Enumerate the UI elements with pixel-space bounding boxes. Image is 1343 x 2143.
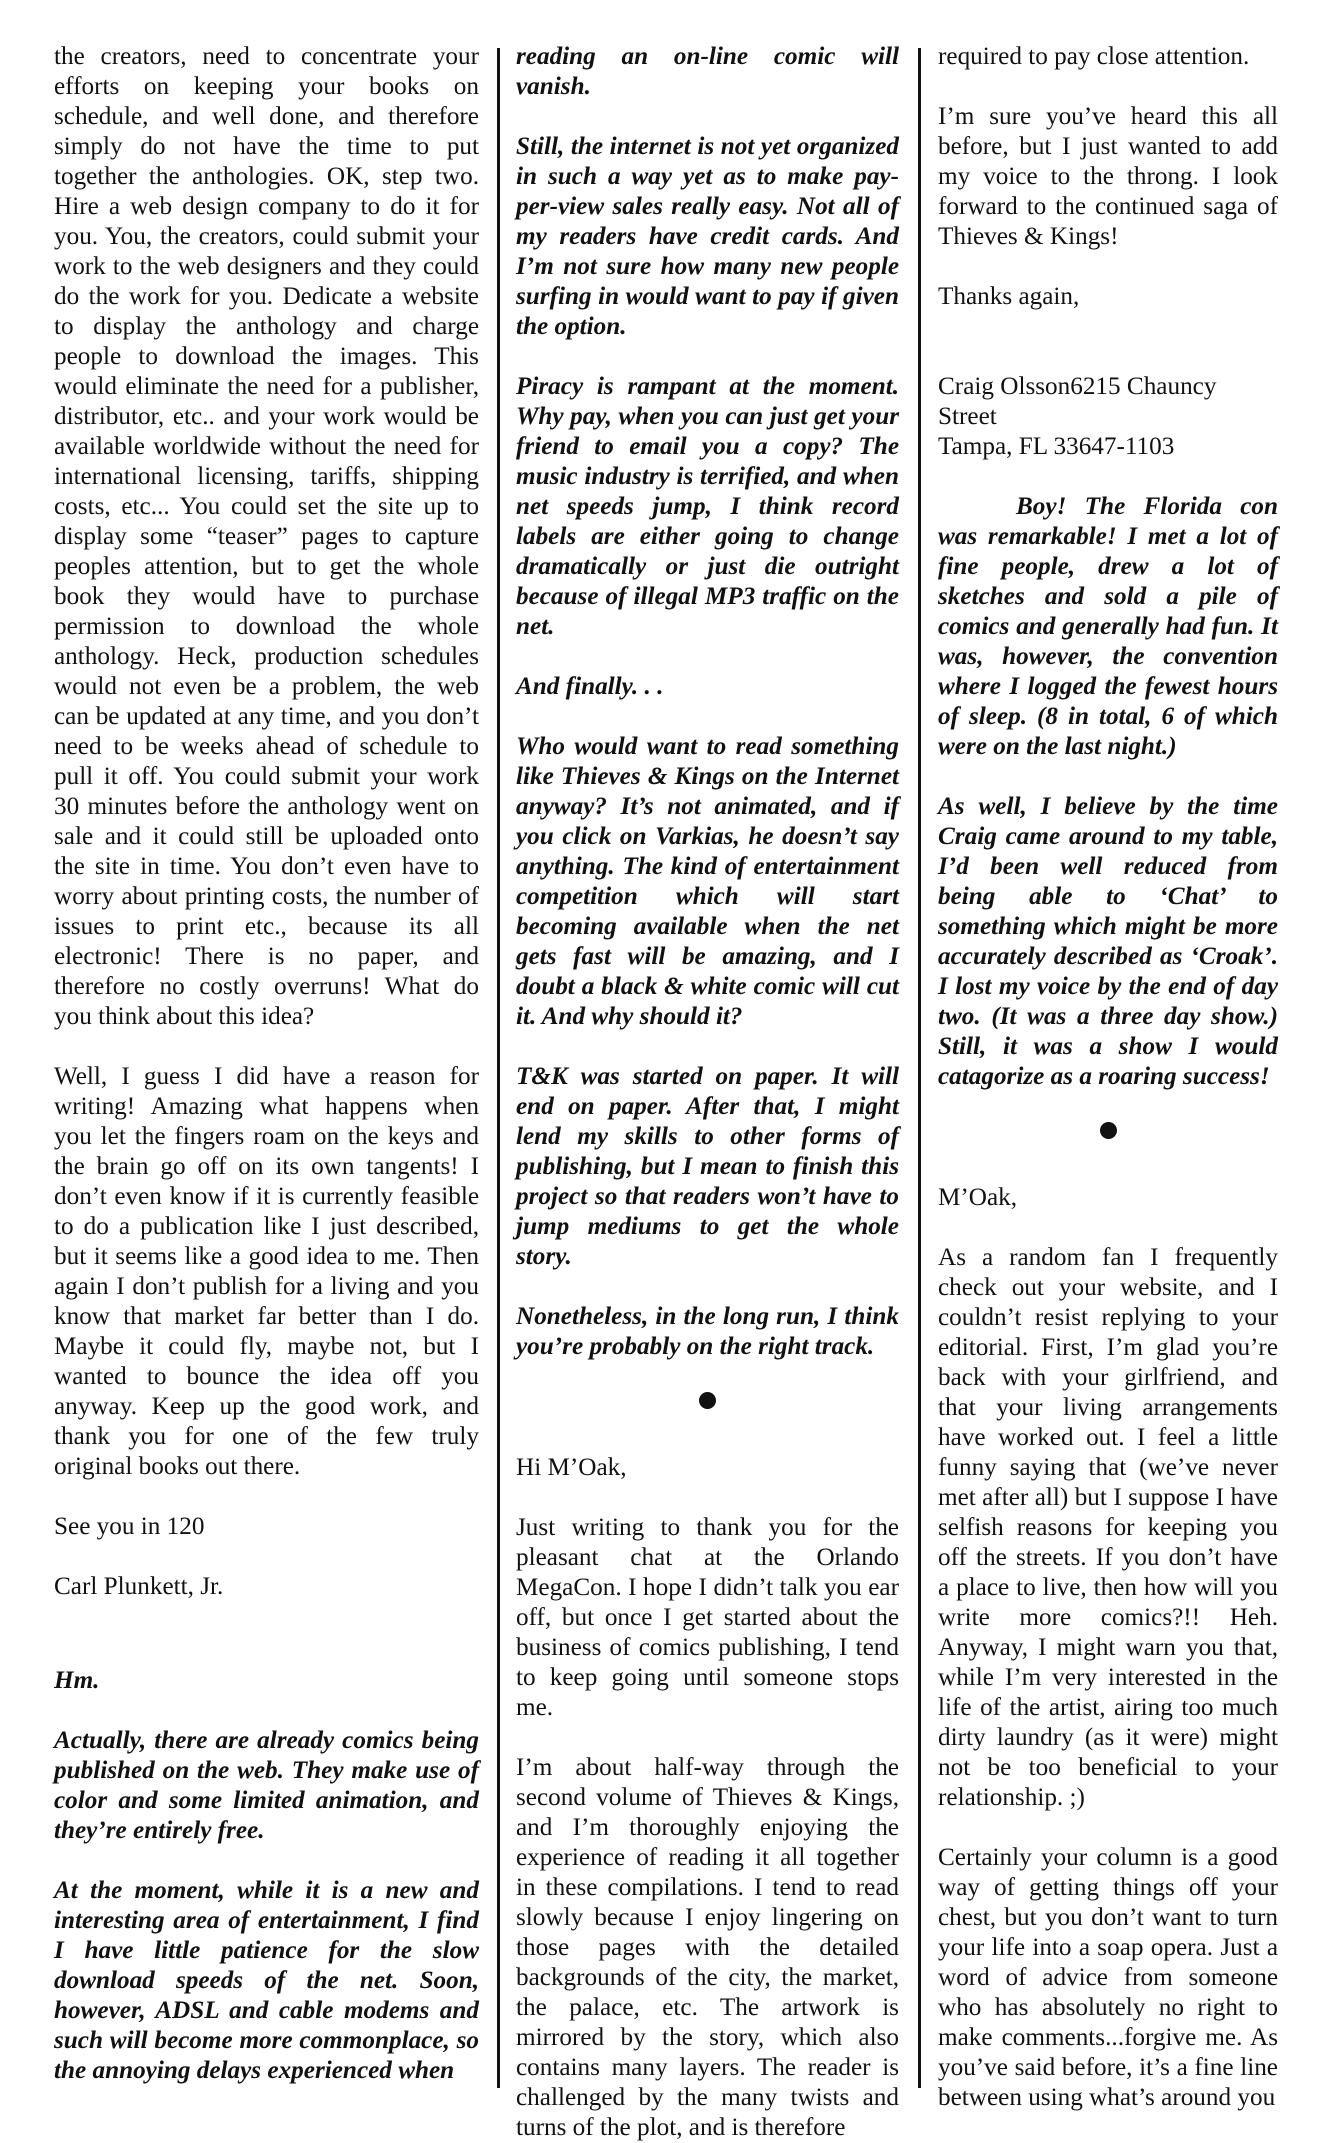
letter-paragraph: required to pay close attention. [938, 43, 1250, 70]
reply-paragraph: Still, the internet is not yet organized in such a way yet as to make pay-per-view sales really easy. Not all of my readers have credit cards. And I’m not sure how many new people surfing in would want to pay if given the option. [516, 133, 899, 340]
reply-paragraph: Boy! The Florida con was remarkable! I met a lot of fine people, drew a lot of sketches and sold a pile of comics and generally had fun. It was, however, the convention where I logged the fewest hours of sleep. (8 in total, 6 of which were on the last night.) [938, 493, 1278, 760]
letter-signoff: Thanks again, [938, 283, 1080, 310]
letter-paragraph: I’m sure you’ve heard this all before, but I just wanted to add my voice to the throng. I look forward to the continued saga of Thieves & Kings! [938, 103, 1278, 250]
letter-greeting: Hi M’Oak, [516, 1454, 627, 1481]
letter-paragraph: Certainly your column is a good way of getting things off your chest, but you don’t want to turn your life into a soap opera. Just a word of advice from someone who has absolutely no right to make comments...forgive me. As you’ve said before, it’s a fine line between using what’s around you [938, 1844, 1278, 2111]
letter-paragraph: I’m about half-way through the second volume of Thieves & Kings, and I’m thoroughly enjoying the experience of reading it all together in these compilations. I tend to read slowly because I enjoy lingering on those pages with the detailed backgrounds of the city, the market, the palace, etc. The artwork is mirrored by the story, which also contains many layers. The reader is challenged by the many twists and turns of the plot, and is therefore [516, 1754, 899, 2141]
reply-paragraph: Who would want to read something like Thieves & Kings on the Internet anyway? It’s not animated, and if you click on Varkias, he doesn’t say anything. The kind of entertainment competition which will start becoming available when the net gets fast will be amazing, and I doubt a black & white comic will cut it. And why should it? [516, 733, 899, 1030]
column-right [938, 42, 1278, 2111]
section-bullet [699, 1392, 716, 1409]
letter-paragraph: Well, I guess I did have a reason for writing! Amazing what happens when you let the fingers roam on the keys and the brain go off on its own tangents! I don’t even know if it is currently feasible to do a publication like I just described, but it seems like a good idea to me. Then again I don’t publish for a living and you know that market far better than I do. Maybe it could fly, maybe not, but I wanted to bounce the idea off you anyway. Keep up the good work, and thank you for one of the few truly original books out there. [54, 1063, 479, 1480]
letter-paragraph: the creators, need to concentrate your efforts on keeping your books on schedule, and well done, and therefore simply do not have the time to put together the anthologies. OK, step two. Hire a web design company to do it for you. You, the creators, could submit your work to the web designers and they could do the work for you. Dedicate a website to display the anthology and charge people to download the images. This would eliminate the need for a publisher, distributor, etc.. and your work would be available worldwide without the need for international licensing, tariffs, shipping costs, etc... You could set the site up to display some “teaser” pages to capture peoples attention, but to get the whole book they would have to purchase permission to download the whole anthology. Heck, production schedules would not even be a problem, the web can be updated at any time, and you don’t need to be weeks ahead of schedule to pull it off. You could submit your work 30 minutes before the anthology went on sale and it could still be uploaded onto the site in time. You don’t even have to worry about printing costs, the number of issues to print etc., because its all electronic! There is no paper, and therefore no costly overruns! What do you think about this idea? [54, 43, 479, 1030]
reply-paragraph: reading an on-line comic will vanish. [516, 43, 899, 100]
section-bullet [1100, 1122, 1117, 1139]
letter-signature: Carl Plunkett, Jr. [54, 1573, 224, 1600]
letter-signoff: See you in 120 [54, 1513, 205, 1540]
letter-paragraph: Just writing to thank you for the pleasant chat at the Orlando MegaCon. I hope I didn’t talk you ear off, but once I get started about the business of comics publishing, I tend to keep going until someone stops me. [516, 1514, 899, 1721]
reply-paragraph: T&K was started on paper. It will end on paper. After that, I might lend my skills to other forms of publishing, but I mean to finish this project so that readers won’t have to jump mediums to get the whole story. [516, 1063, 899, 1270]
letter-address: Craig Olsson6215 Chauncy Street Tampa, FL 33647-1103 [938, 373, 1217, 460]
column-left [54, 42, 479, 2092]
column-divider [918, 48, 921, 2088]
letter-greeting: M’Oak, [938, 1184, 1018, 1211]
column-divider [497, 48, 500, 2088]
column-middle [516, 42, 899, 2141]
reply-opening: Hm. [54, 1667, 100, 1694]
letter-paragraph: As a random fan I frequently check out your website, and I couldn’t resist replying to your editorial. First, I’m glad you’re back with your girlfriend, and that your living arrangements have worked out. I feel a little funny saying that (we’ve never met after all) but I suppose I have selfish reasons for keeping you off the streets. If you don’t have a place to live, then how will you write more comics?!! Heh. Anyway, I might warn you that, while I’m very interested in the life of the artist, airing too much dirty laundry (as it were) might not be too beneficial to your relationship. ;) [938, 1244, 1278, 1811]
reply-paragraph: Piracy is rampant at the moment. Why pay, when you can just get your friend to email you a copy? The music industry is terrified, and when net speeds jump, I think record labels are either going to change dramatically or just die outright because of illegal MP3 traffic on the net. [516, 373, 899, 640]
reply-paragraph: Actually, there are already comics being published on the web. They make use of color and some limited animation, and they’re entirely free. [54, 1727, 479, 1844]
reply-paragraph: As well, I believe by the time Craig came around to my table, I’d been well reduced from being able to ‘Chat’ to something which might be more accurately described as ‘Croak’. I lost my voice by the end of day two. (It was a three day show.) Still, it was a show I would catagorize as a roaring success! [938, 793, 1278, 1090]
reply-paragraph: At the moment, while it is a new and interesting area of entertainment, I find I have little patience for the slow download speeds of the net. Soon, however, ADSL and cable modems and such will become more commonplace, so the annoying delays experienced when [54, 1877, 479, 2084]
reply-paragraph: And finally. . . [516, 673, 664, 700]
reply-paragraph: Nonetheless, in the long run, I think you’re probably on the right track. [516, 1303, 899, 1360]
